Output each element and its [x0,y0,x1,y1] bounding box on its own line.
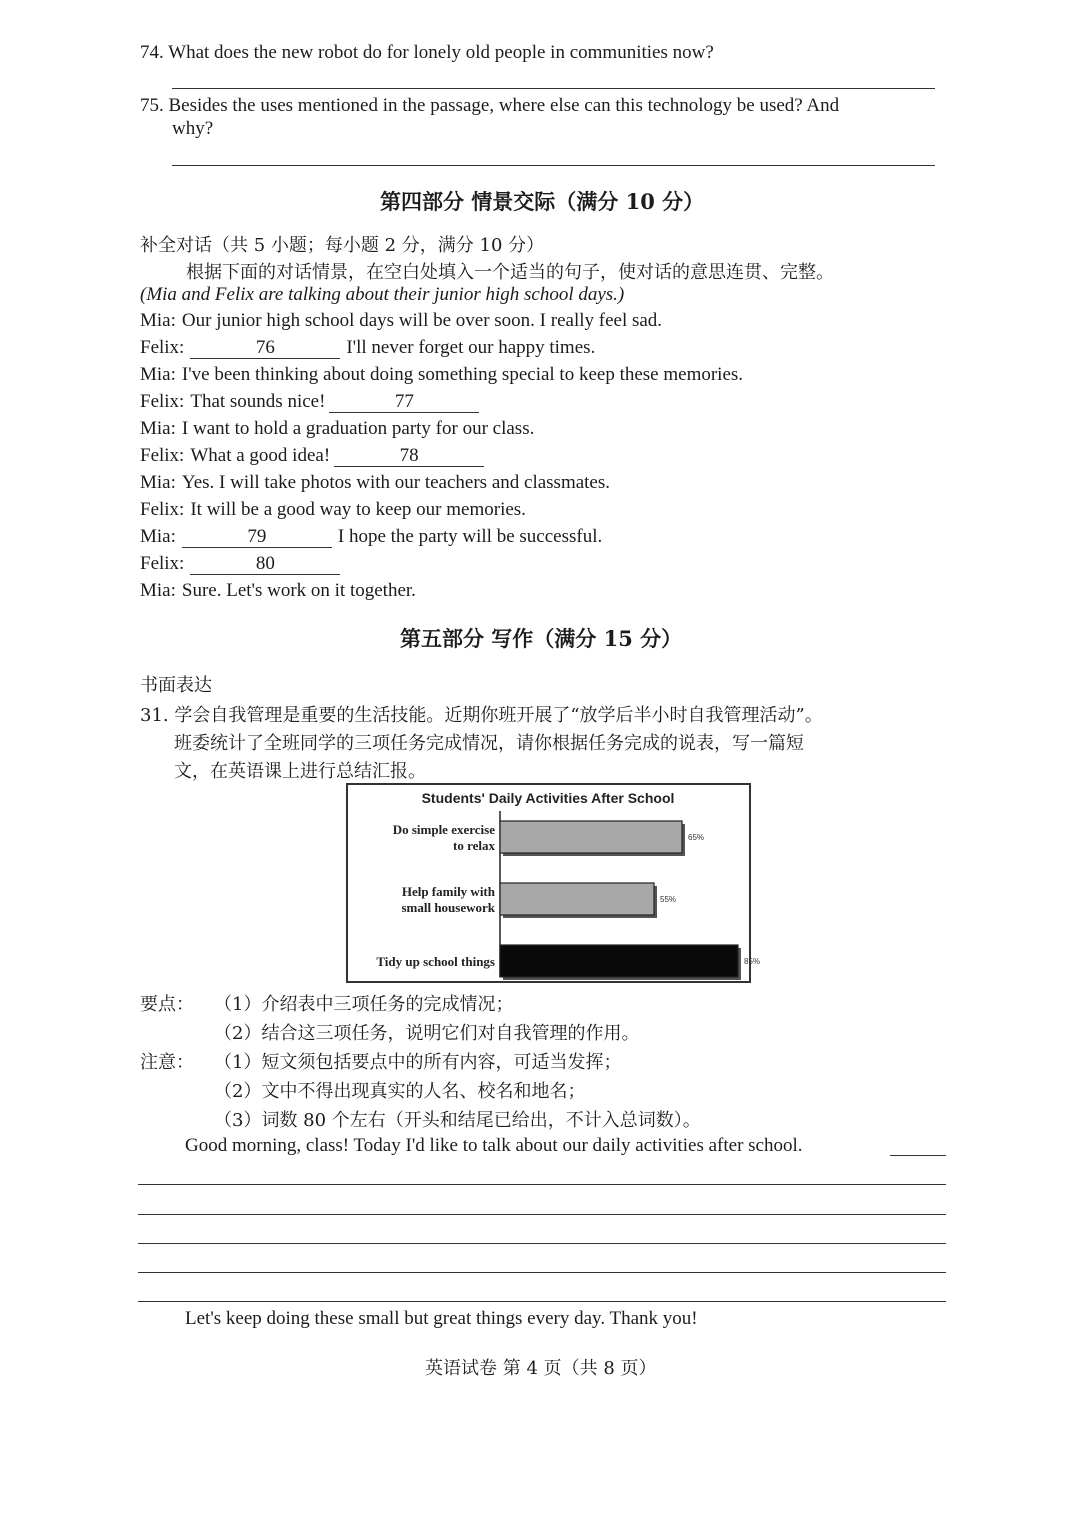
dialogue-line [140,445,484,467]
speaker-name: Mia: [140,580,176,601]
question-75-line1: 75. Besides the uses mentioned in the passage, where else can this technology be used? And [140,95,840,116]
points-label: 要点： [140,994,194,1015]
dialogue-line [140,553,340,575]
part4-title: 第四部分 情景交际（满分 10 分） [380,189,705,214]
part5-title: 第五部分 写作（满分 15 分） [400,626,683,651]
writing-line [138,1243,946,1244]
category-label: Do simple exercise [392,822,495,837]
note-1: （1）短文须包括要点中的所有内容，可适当发挥； [214,1052,622,1073]
dialogue-text: I want to hold a graduation party for our class. [181,418,535,439]
part4-subtitle: 补全对话（共 5 小题；每小题 2 分，满分 10 分） [140,235,545,256]
writing-line [138,1184,946,1185]
speaker-name: Mia: [140,418,176,439]
dialogue-line [140,391,479,413]
question-74: 74. What does the new robot do for lonely old people in communities now? [140,42,714,63]
essay-closing: Let's keep doing these small but great things every day. Thank you! [185,1308,698,1329]
chart-title: Students' Daily Activities After School [421,790,675,806]
writing-line [890,1155,946,1156]
activities-chart [346,783,761,983]
answer-blank-78[interactable]: 78 [334,445,484,467]
part5-subtitle: 书面表达 [140,675,212,696]
speaker-name: Mia: [140,364,176,385]
dialogue-text: I'll never forget our happy times. [346,337,596,358]
dialogue-text: What a good idea! [190,445,331,466]
category-label: small housework [401,900,495,915]
dialogue-line [140,337,595,359]
bar-3 [500,945,738,977]
speaker-name: Felix: [140,553,185,574]
speaker-name: Felix: [140,391,185,412]
dialogue-text: I hope the party will be successful. [337,526,603,547]
writing-line [138,1301,946,1302]
answer-blank-79[interactable]: 79 [182,526,332,548]
question-75-line2: why? [172,118,214,139]
dialogue-line [140,472,610,494]
note-3: （3）词数 80 个左右（开头和结尾已给出，不计入总词数）。 [214,1110,701,1131]
dialogue-line [140,310,662,332]
answer-line-75 [172,165,935,166]
bar-value-label: 85% [744,957,761,966]
category-label: Tidy up school things [376,954,495,969]
dialogue-text: I've been thinking about doing something special to keep these memories. [181,364,744,385]
bar-1 [500,821,682,853]
writing-line [138,1272,946,1273]
category-label: to relax [453,838,495,853]
point-2: （2）结合这三项任务，说明它们对自我管理的作用。 [214,1023,640,1044]
point-1: （1）介绍表中三项任务的完成情况； [214,994,514,1015]
bar-value-label: 65% [688,833,705,842]
speaker-name: Felix: [140,499,185,520]
dialogue-text: It will be a good way to keep our memories. [190,499,526,520]
dialogue-line [140,526,602,548]
speaker-name: Mia: [140,472,176,493]
dialogue-line [140,580,416,602]
answer-line-74 [172,88,935,89]
category-label: Help family with [401,884,495,899]
bar-2 [500,883,654,915]
dialogue-text: Sure. Let's work on it together. [181,580,416,601]
part4-instruction: 根据下面的对话情景，在空白处填入一个适当的句子，使对话的意思连贯、完整。 [186,262,834,283]
answer-blank-76[interactable]: 76 [190,337,340,359]
note-2: （2）文中不得出现真实的人名、校名和地名； [214,1081,586,1102]
dialogue-text: That sounds nice! [190,391,326,412]
dialogue-line [140,418,534,440]
speaker-name: Felix: [140,445,185,466]
essay-opening: Good morning, class! Today I'd like to talk about our daily activities after school. [185,1135,803,1156]
dialogue-line [140,499,526,521]
writing-prompt-line1: 31. 学会自我管理是重要的生活技能。近期你班开展了“放学后半小时自我管理活动”。 [140,705,823,726]
answer-blank-80[interactable]: 80 [190,553,340,575]
writing-prompt-line3: 文，在英语课上进行总结汇报。 [174,761,426,782]
writing-prompt-line2: 班委统计了全班同学的三项任务完成情况，请你根据任务完成的说表，写一篇短 [174,733,804,754]
dialogue-scene: (Mia and Felix are talking about their junior high school days.) [140,284,625,305]
activities-chart-svg [348,785,761,981]
speaker-name: Mia: [140,310,176,331]
answer-blank-77[interactable]: 77 [329,391,479,413]
bar-value-label: 55% [660,895,677,904]
page-footer: 英语试卷 第 4 页（共 8 页） [425,1358,657,1379]
speaker-name: Felix: [140,337,185,358]
notes-label: 注意： [140,1052,194,1073]
dialogue-text: Yes. I will take photos with our teachers and classmates. [181,472,611,493]
dialogue-line [140,364,743,386]
dialogue-text: Our junior high school days will be over soon. I really feel sad. [181,310,663,331]
writing-line [138,1214,946,1215]
speaker-name: Mia: [140,526,176,547]
